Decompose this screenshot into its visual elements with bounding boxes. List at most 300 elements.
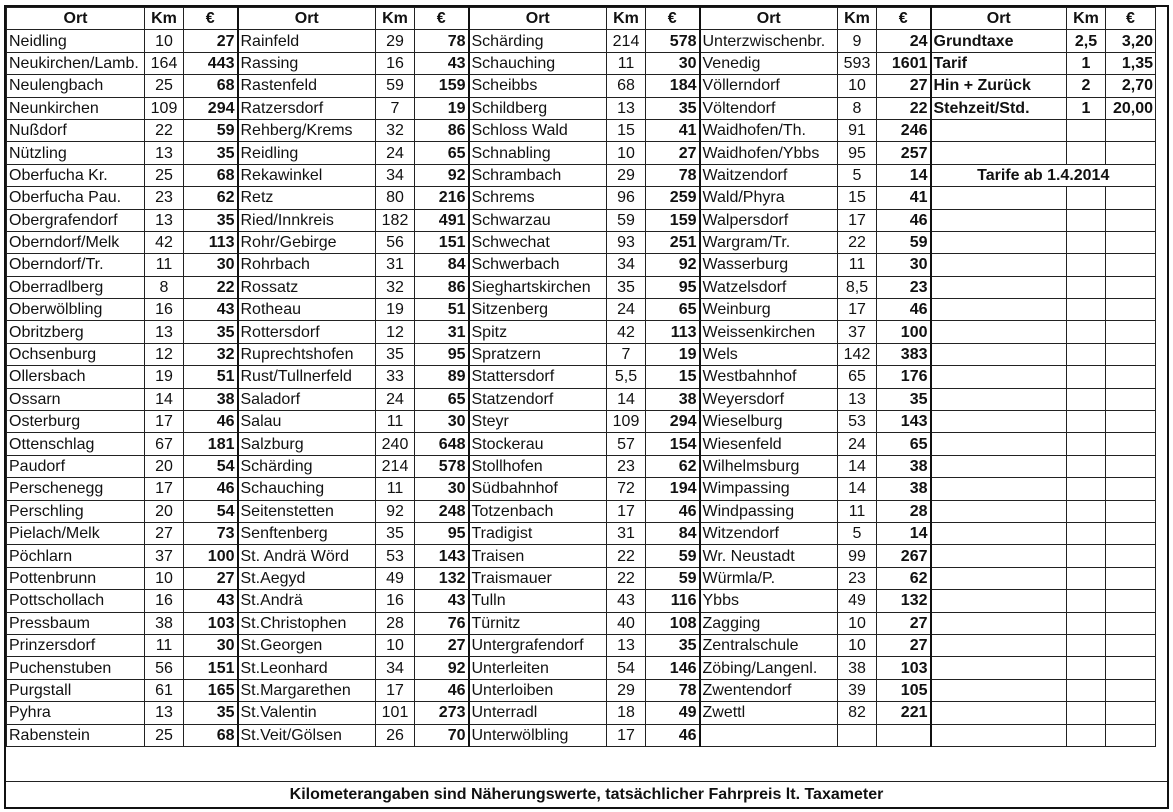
distance-km: 82 [838, 702, 877, 724]
fare-eur: 648 [415, 433, 469, 455]
distance-km: 25 [145, 75, 184, 97]
fare-eur: 30 [877, 254, 931, 276]
fare-eur: 35 [646, 634, 700, 656]
tariff-effective-date: Tarife ab 1.4.2014 [931, 164, 1156, 186]
distance-km: 17 [838, 299, 877, 321]
place-name: Osterburg [7, 411, 145, 433]
distance-km: 182 [376, 209, 415, 231]
fare-eur: 46 [646, 500, 700, 522]
tariff-eur: 20,00 [1106, 97, 1156, 119]
place-name: Wiesenfeld [700, 433, 838, 455]
place-name: Schwechat [469, 231, 607, 253]
distance-km: 13 [145, 321, 184, 343]
fare-eur: 165 [184, 679, 238, 701]
place-name: Wels [700, 343, 838, 365]
empty-cell [1106, 634, 1156, 656]
place-name: Wald/Phyra [700, 187, 838, 209]
empty-cell [931, 231, 1067, 253]
fare-eur: 43 [415, 52, 469, 74]
distance-km: 91 [838, 119, 877, 141]
empty-cell [931, 276, 1067, 298]
empty-cell [1106, 366, 1156, 388]
place-name: Rehberg/Krems [238, 119, 376, 141]
distance-km: 22 [838, 231, 877, 253]
distance-km: 11 [145, 254, 184, 276]
distance-km: 13 [838, 388, 877, 410]
empty-cell [1067, 254, 1106, 276]
header-ort: Ort [469, 8, 607, 30]
distance-km: 11 [607, 52, 646, 74]
tariff-km: 1 [1067, 52, 1106, 74]
empty-cell [1106, 142, 1156, 164]
distance-km: 10 [145, 567, 184, 589]
place-name: Schwarzau [469, 209, 607, 231]
place-name: Waitzendorf [700, 164, 838, 186]
distance-km: 16 [145, 299, 184, 321]
tariff-label: Hin + Zurück [931, 75, 1067, 97]
fare-eur: 46 [877, 299, 931, 321]
distance-km: 19 [145, 366, 184, 388]
place-name: Schärding [238, 455, 376, 477]
header-eur: € [877, 8, 931, 30]
distance-km: 17 [145, 478, 184, 500]
distance-km: 57 [607, 433, 646, 455]
fare-eur: 62 [877, 567, 931, 589]
empty-cell [1067, 276, 1106, 298]
distance-km: 10 [838, 612, 877, 634]
fare-eur: 251 [646, 231, 700, 253]
distance-km: 14 [838, 478, 877, 500]
place-name: Schnabling [469, 142, 607, 164]
empty-cell [931, 724, 1067, 746]
empty-cell [1067, 455, 1106, 477]
fare-eur: 113 [184, 231, 238, 253]
table-row [7, 142, 1156, 164]
distance-km: 92 [376, 500, 415, 522]
place-name: Weissenkirchen [700, 321, 838, 343]
place-name: Seitenstetten [238, 500, 376, 522]
fare-eur: 27 [646, 142, 700, 164]
fare-eur: 59 [646, 545, 700, 567]
distance-km: 38 [838, 657, 877, 679]
distance-km: 29 [607, 679, 646, 701]
distance-km: 8 [145, 276, 184, 298]
empty-cell [1067, 679, 1106, 701]
distance-km: 9 [838, 30, 877, 52]
table-row [7, 30, 1156, 52]
fare-eur: 221 [877, 702, 931, 724]
fare-eur: 15 [646, 366, 700, 388]
tariff-km: 2,5 [1067, 30, 1106, 52]
place-name: Stattersdorf [469, 366, 607, 388]
place-name: Pyhra [7, 702, 145, 724]
distance-km: 5 [838, 164, 877, 186]
distance-km: 53 [376, 545, 415, 567]
fare-eur: 27 [877, 634, 931, 656]
distance-km: 142 [838, 343, 877, 365]
empty-cell [1067, 231, 1106, 253]
place-name: Traisen [469, 545, 607, 567]
place-name: Nützling [7, 142, 145, 164]
distance-km: 59 [607, 209, 646, 231]
place-name: St.Margarethen [238, 679, 376, 701]
place-name: Türnitz [469, 612, 607, 634]
table-row [7, 679, 1156, 701]
distance-km: 7 [376, 97, 415, 119]
distance-km: 31 [607, 522, 646, 544]
distance-km: 5 [838, 522, 877, 544]
fare-eur: 154 [646, 433, 700, 455]
fare-eur: 194 [646, 478, 700, 500]
place-name: Obritzberg [7, 321, 145, 343]
fare-grid [6, 7, 1156, 747]
distance-km: 11 [145, 634, 184, 656]
fare-eur: 27 [415, 634, 469, 656]
place-name: Wilhelmsburg [700, 455, 838, 477]
distance-km: 34 [376, 657, 415, 679]
empty-cell [1106, 209, 1156, 231]
place-name: Stockerau [469, 433, 607, 455]
table-row [7, 657, 1156, 679]
fare-eur: 246 [877, 119, 931, 141]
fare-eur: 35 [184, 209, 238, 231]
empty-cell [931, 522, 1067, 544]
place-name: Weyersdorf [700, 388, 838, 410]
fare-eur: 146 [646, 657, 700, 679]
fare-eur: 68 [184, 724, 238, 746]
empty-cell [1106, 455, 1156, 477]
fare-eur: 19 [415, 97, 469, 119]
place-name: Westbahnhof [700, 366, 838, 388]
place-name: Waidhofen/Th. [700, 119, 838, 141]
empty-cell [1067, 478, 1106, 500]
distance-km: 14 [607, 388, 646, 410]
fare-eur: 443 [184, 52, 238, 74]
place-name: Perschenegg [7, 478, 145, 500]
table-row [7, 433, 1156, 455]
taxi-fare-table [4, 5, 1169, 809]
place-name: Schildberg [469, 97, 607, 119]
place-name: Totzenbach [469, 500, 607, 522]
tariff-label: Tarif [931, 52, 1067, 74]
fare-eur: 46 [184, 478, 238, 500]
empty-cell [1067, 366, 1106, 388]
place-name: Oberndorf/Tr. [7, 254, 145, 276]
place-name: Rust/Tullnerfeld [238, 366, 376, 388]
place-name: Zentralschule [700, 634, 838, 656]
place-name: Zöbing/Langenl. [700, 657, 838, 679]
place-name: Nußdorf [7, 119, 145, 141]
fare-eur: 216 [415, 187, 469, 209]
place-name: Neidling [7, 30, 145, 52]
place-name: Statzendorf [469, 388, 607, 410]
distance-km: 18 [607, 702, 646, 724]
distance-km: 33 [376, 366, 415, 388]
empty-cell [1106, 567, 1156, 589]
place-name: Unterloiben [469, 679, 607, 701]
fare-eur: 95 [415, 522, 469, 544]
header-km: Km [607, 8, 646, 30]
place-name: Tradigist [469, 522, 607, 544]
empty-cell [931, 590, 1067, 612]
fare-eur: 59 [184, 119, 238, 141]
distance-km: 29 [376, 30, 415, 52]
empty-cell [1106, 590, 1156, 612]
distance-km: 7 [607, 343, 646, 365]
place-name: Schrems [469, 187, 607, 209]
distance-km: 27 [145, 522, 184, 544]
place-name: Salzburg [238, 433, 376, 455]
header-km: Km [145, 8, 184, 30]
place-name: St.Valentin [238, 702, 376, 724]
distance-km: 19 [376, 299, 415, 321]
fare-eur: 59 [877, 231, 931, 253]
distance-km: 10 [145, 30, 184, 52]
table-row [7, 299, 1156, 321]
fare-eur: 35 [184, 321, 238, 343]
header-eur: € [1106, 8, 1156, 30]
place-name: Prinzersdorf [7, 634, 145, 656]
empty-cell [1067, 590, 1106, 612]
fare-eur: 76 [415, 612, 469, 634]
place-name: Schloss Wald [469, 119, 607, 141]
distance-km: 49 [376, 567, 415, 589]
table-row [7, 612, 1156, 634]
fare-eur: 62 [646, 455, 700, 477]
fare-eur: 38 [646, 388, 700, 410]
distance-km: 56 [376, 231, 415, 253]
fare-eur: 38 [877, 478, 931, 500]
distance-km: 23 [838, 567, 877, 589]
fare-eur: 143 [877, 411, 931, 433]
fare-eur: 578 [415, 455, 469, 477]
place-name: Unterleiten [469, 657, 607, 679]
distance-km: 61 [145, 679, 184, 701]
empty-cell [1106, 478, 1156, 500]
fare-eur: 78 [415, 30, 469, 52]
fare-eur: 35 [184, 702, 238, 724]
place-name: Rottersdorf [238, 321, 376, 343]
distance-km: 35 [607, 276, 646, 298]
place-name: Rassing [238, 52, 376, 74]
empty-cell [931, 119, 1067, 141]
empty-cell [931, 455, 1067, 477]
table-row [7, 500, 1156, 522]
place-name: Ratzersdorf [238, 97, 376, 119]
place-name: Neukirchen/Lamb. [7, 52, 145, 74]
fare-eur: 24 [877, 30, 931, 52]
distance-km: 25 [145, 164, 184, 186]
distance-km: 17 [376, 679, 415, 701]
distance-km: 240 [376, 433, 415, 455]
empty-cell [1067, 724, 1106, 746]
fare-eur: 181 [184, 433, 238, 455]
tariff-label: Stehzeit/Std. [931, 97, 1067, 119]
fare-eur: 383 [877, 343, 931, 365]
fare-eur: 273 [415, 702, 469, 724]
empty-cell [931, 500, 1067, 522]
empty-cell [1067, 142, 1106, 164]
empty-cell [1106, 321, 1156, 343]
empty-cell [931, 702, 1067, 724]
fare-eur: 159 [646, 209, 700, 231]
fare-eur: 31 [415, 321, 469, 343]
table-row [7, 545, 1156, 567]
fare-eur: 176 [877, 366, 931, 388]
empty-cell [1106, 522, 1156, 544]
distance-km: 32 [376, 119, 415, 141]
fare-eur: 100 [184, 545, 238, 567]
distance-km: 96 [607, 187, 646, 209]
empty-cell [1106, 276, 1156, 298]
fare-eur: 78 [646, 679, 700, 701]
place-name: Zwentendorf [700, 679, 838, 701]
fare-eur: 59 [646, 567, 700, 589]
distance-km: 13 [607, 97, 646, 119]
place-name: Sieghartskirchen [469, 276, 607, 298]
place-name: Purgstall [7, 679, 145, 701]
fare-eur: 89 [415, 366, 469, 388]
empty-cell [931, 343, 1067, 365]
fare-eur: 105 [877, 679, 931, 701]
place-name: Rabenstein [7, 724, 145, 746]
fare-eur: 108 [646, 612, 700, 634]
distance-km: 38 [145, 612, 184, 634]
place-name: Steyr [469, 411, 607, 433]
empty-cell [931, 478, 1067, 500]
place-name: Rastenfeld [238, 75, 376, 97]
fare-eur: 54 [184, 500, 238, 522]
place-name: Wimpassing [700, 478, 838, 500]
place-name: Ruprechtshofen [238, 343, 376, 365]
place-name: Pressbaum [7, 612, 145, 634]
place-name: Zagging [700, 612, 838, 634]
fare-eur: 22 [877, 97, 931, 119]
place-name: Saladorf [238, 388, 376, 410]
fare-eur: 65 [877, 433, 931, 455]
distance-km: 8 [838, 97, 877, 119]
fare-eur: 30 [184, 254, 238, 276]
distance-km: 99 [838, 545, 877, 567]
place-name: Unterwölbling [469, 724, 607, 746]
fare-eur: 95 [646, 276, 700, 298]
fare-eur: 46 [646, 724, 700, 746]
empty-cell [1067, 388, 1106, 410]
empty-cell [1067, 612, 1106, 634]
fare-eur: 30 [184, 634, 238, 656]
fare-eur: 30 [415, 478, 469, 500]
place-name: Reidling [238, 142, 376, 164]
distance-km: 22 [607, 567, 646, 589]
fare-eur: 65 [415, 388, 469, 410]
distance-km: 23 [145, 187, 184, 209]
fare-eur: 159 [415, 75, 469, 97]
distance-km: 11 [838, 500, 877, 522]
empty-cell [1106, 500, 1156, 522]
place-name: Pöchlarn [7, 545, 145, 567]
place-name: Spitz [469, 321, 607, 343]
empty-cell [1067, 634, 1106, 656]
distance-km: 29 [607, 164, 646, 186]
place-name: Rotheau [238, 299, 376, 321]
distance-km: 54 [607, 657, 646, 679]
header-ort: Ort [7, 8, 145, 30]
fare-eur: 38 [877, 455, 931, 477]
empty-cell [1067, 411, 1106, 433]
empty-cell [1067, 119, 1106, 141]
fare-eur: 27 [877, 612, 931, 634]
distance-km: 13 [607, 634, 646, 656]
place-name: Wasserburg [700, 254, 838, 276]
distance-km: 35 [376, 343, 415, 365]
place-name: Traismauer [469, 567, 607, 589]
table-row [7, 231, 1156, 253]
empty-cell [931, 567, 1067, 589]
table-row [7, 724, 1156, 746]
distance-km: 214 [607, 30, 646, 52]
fare-eur: 84 [646, 522, 700, 544]
distance-km: 13 [145, 702, 184, 724]
fare-eur: 294 [646, 411, 700, 433]
empty-cell [1106, 702, 1156, 724]
empty-cell [931, 299, 1067, 321]
place-name: St.Andrä [238, 590, 376, 612]
fare-eur: 103 [184, 612, 238, 634]
place-name: Venedig [700, 52, 838, 74]
empty-cell [1067, 522, 1106, 544]
fare-eur: 73 [184, 522, 238, 544]
table-row [7, 366, 1156, 388]
place-name: Völtendorf [700, 97, 838, 119]
place-name: Oberfucha Pau. [7, 187, 145, 209]
fare-eur: 43 [415, 590, 469, 612]
distance-km: 31 [376, 254, 415, 276]
header-eur: € [184, 8, 238, 30]
place-name: Obergrafendorf [7, 209, 145, 231]
fare-eur: 248 [415, 500, 469, 522]
distance-km: 10 [376, 634, 415, 656]
place-name: Rekawinkel [238, 164, 376, 186]
empty-cell [1106, 388, 1156, 410]
empty-cell [931, 433, 1067, 455]
fare-eur: 257 [877, 142, 931, 164]
fare-eur: 51 [415, 299, 469, 321]
place-name: Schauching [238, 478, 376, 500]
place-name: Neulengbach [7, 75, 145, 97]
fare-eur: 151 [415, 231, 469, 253]
header-row [7, 8, 1156, 30]
footer-note: Kilometerangaben sind Näherungswerte, tatsächlicher Fahrpreis lt. Taxameter [6, 781, 1167, 807]
fare-eur: 19 [646, 343, 700, 365]
fare-eur: 100 [877, 321, 931, 343]
empty-cell [1106, 343, 1156, 365]
empty-cell [1106, 119, 1156, 141]
fare-eur: 92 [415, 164, 469, 186]
place-name: Weinburg [700, 299, 838, 321]
place-name: Schärding [469, 30, 607, 52]
place-name: Ollersbach [7, 366, 145, 388]
fare-eur: 41 [877, 187, 931, 209]
distance-km: 593 [838, 52, 877, 74]
table-row [7, 343, 1156, 365]
distance-km: 32 [376, 276, 415, 298]
empty-cell [931, 679, 1067, 701]
table-row [7, 164, 1156, 186]
empty-cell [1067, 321, 1106, 343]
fare-eur: 43 [184, 590, 238, 612]
distance-km: 22 [607, 545, 646, 567]
table-row [7, 97, 1156, 119]
